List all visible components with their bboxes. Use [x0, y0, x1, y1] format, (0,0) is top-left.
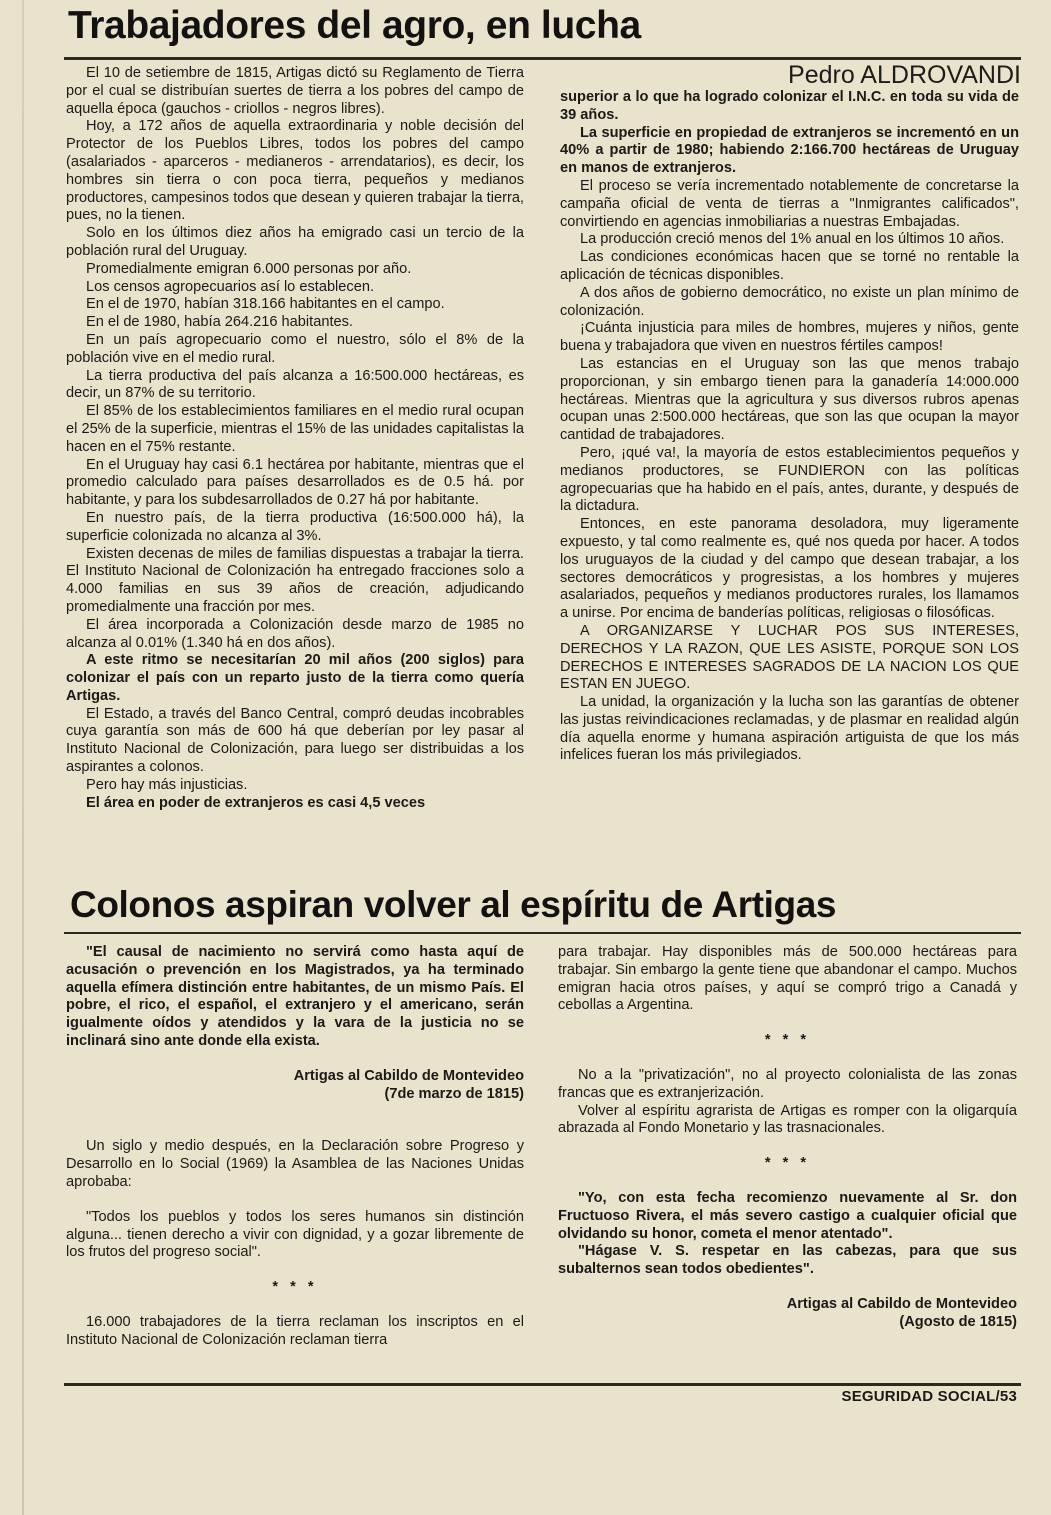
article-2-headline: Colonos aspiran volver al espíritu de Artigas [70, 884, 837, 925]
article-2-column-1 [66, 944, 524, 1364]
paragraph: Volver al espíritu agrarista de Artigas es romper con la oligarquía abrazada al Fondo Monetario y las trasnacionales. [558, 1102, 1017, 1137]
footer-page-label: SEGURIDAD SOCIAL/53 [841, 1388, 1017, 1405]
paragraph: "Todos los pueblos y todos los seres humanos sin distinción alguna... tienen derecho a vivir con dignidad, y a gozar libremente de los frutos del progreso social". [66, 1208, 524, 1261]
attribution: (Agosto de 1815) [899, 1313, 1017, 1330]
spacer [66, 1192, 524, 1209]
page-fold-crease [22, 0, 24, 1515]
paragraph: A ORGANIZARSE Y LUCHAR POS SUS INTERESES, DERECHOS Y LA RAZON, QUE LES ASISTE, PORQUE SON LOS DERECHOS E INTERESES SAGRADOS DE LA NACION LOS QUE ESTAN EN JUEGO. [560, 622, 1019, 693]
paragraph: La unidad, la organización y la lucha son las garantías de obtener las justas reivindicaciones reclamadas, y de plasmar en realidad algún día aquella enorme y humana aspiración artiguista de que los más infelices fueran los más privilegiados. [560, 694, 1019, 764]
paragraph: El área incorporada a Colonización desde marzo de 1985 no alcanza al 0.01% (1.340 há en dos años). [66, 616, 524, 651]
paragraph: Entonces, en este panorama desoladora, muy ligeramente expuesto, y tal como realmente es, qué nos queda por hacer. A todos los uruguayos de la ciudad y del campo que desean trabajar, a los sectores democráticos y progresistas, a los hombres y mujeres asalariados, pequeños y medianos productores rurales, los llamamos a unirse. Por encima de banderías políticas, religiosas o filosóficas. [560, 516, 1019, 622]
section-rule [64, 932, 1021, 934]
article-1-column-2 [560, 89, 1019, 889]
bold-paragraph: "El causal de nacimiento no servirá como hasta aquí de acusación o prevención en los Magistrados, ya ha terminado aquella efímera distinción entre habitantes, de un mismo País. El pobre, el rico, el español, el extranjero y el americano, serán igualmente oídos y atendidos y la vara de la justicia no se inclinará sino ante donde ella exista. [66, 944, 524, 1049]
paragraph: El 10 de setiembre de 1815, Artigas dictó su Reglamento de Tierra por el cual se distribuían suertes de tierra a los pobres del campo de aquella época (gauchos - criollos - negros libres). [66, 65, 524, 117]
spacer [66, 1297, 524, 1314]
article-2-column-2 [558, 944, 1017, 1364]
bold-paragraph: A este ritmo se necesitarían 20 mil años (200 siglos) para colonizar el país con un reparto justo de la tierra como quería Artigas. [66, 652, 524, 704]
section-separator: * * * [272, 1279, 318, 1296]
section-separator: * * * [764, 1155, 811, 1172]
paragraph: ¡Cuánta injusticia para miles de hombres, mujeres y niños, gente buena y trabajadora que viven en nuestros fértiles campos! [560, 320, 1019, 355]
bold-paragraph: El área en poder de extranjeros es casi 4,5 veces [86, 794, 426, 811]
bold-paragraph: La superficie en propiedad de extranjeros se incrementó en un 40% a partir de 1980; habiendo 2:166.700 hectáreas de Uruguay en manos de extranjeros. [560, 124, 1019, 177]
paragraph: Las estancias en el Uruguay son las que menos trabajo proporcionan, y sin embargo tienen para la ganadería 14:000.000 hectáreas. Mientras que la agricultura y sus diversos rubros apenas ocupan unas 2:500.000 hectáreas, que son las que ocupan la mayor cantidad de trabajadores. [560, 355, 1019, 444]
paragraph: En el de 1970, habían 318.166 habitantes en el campo. [86, 296, 445, 313]
bold-paragraph: "Yo, con esta fecha recomienzo nuevamente al Sr. don Fructuoso Rivera, el más severo castigo a cualquier oficial que olvidando su honor, cometa el menor atentado". [558, 1189, 1017, 1242]
paragraph: para trabajar. Hay disponibles más de 500.000 hectáreas para trabajar. Sin embargo la gente tiene que abandonar el campo. Muchos emigran hacia otros países, y aquí se compró trigo a Canadá y cebollas a Argentina. [558, 944, 1017, 1014]
spacer [558, 1173, 1017, 1190]
paragraph: La tierra productiva del país alcanza a 16:500.000 hectáreas, es decir, un 87% de su territorio. [66, 367, 524, 402]
footer-rule [64, 1383, 1021, 1386]
paragraph: El proceso se vería incrementado notablemente de concretarse la campaña oficial de venta de tierras a "Inmigrantes calificados", convirtiendo en agencias inmobiliarias a nuestras Embajadas. [560, 177, 1019, 230]
paragraph: En nuestro país, de la tierra productiva (16:500.000 há), la superficie colonizada no alcanza al 3%. [66, 509, 524, 544]
paragraph: Solo en los últimos diez años ha emigrado casi un tercio de la población rural del Uruguay. [66, 225, 524, 259]
spacer [558, 1279, 1017, 1296]
paragraph: El 85% de los establecimientos familiares en el medio rural ocupan el 25% de la superficie, mientras el 15% de las unidades capitalistas la hacen en el 75% restante. [66, 403, 524, 455]
paragraph: Promedialmente emigran 6.000 personas por año. [86, 260, 412, 277]
paragraph: En un país agropecuario como el nuestro, sólo el 8% de la población vive en el medio rural. [66, 331, 524, 366]
spacer [558, 1015, 1017, 1032]
paragraph: A dos años de gobierno democrático, no existe un plan mínimo de colonización. [560, 284, 1019, 319]
paragraph: Existen decenas de miles de familias dispuestas a trabajar la tierra. El Instituto Nacional de Colonización ha entregado fracciones solo a 4.000 familias en sus 39 años de creación, adjudicando promedialmente una fracción por mes. [66, 545, 524, 615]
article-1-headline: Trabajadores del agro, en lucha [68, 4, 641, 47]
paragraph: El Estado, a través del Banco Central, compró deudas incobrables cuya garantía son más de 600 há que deberían por ley pasar al Instituto Nacional de Colonización, para luego ser distribuidas a los aspirantes a colonos. [66, 705, 524, 776]
author-byline: Pedro ALDROVANDI [788, 61, 1021, 89]
spacer [66, 1262, 524, 1279]
paragraph: En el Uruguay hay casi 6.1 hectárea por habitante, mientras que el promedio calculado para países desarrollados es de 0.5 há. por habitante, y para los subdesarrollados de 0.27 há por habitante. [66, 456, 524, 509]
bold-paragraph: superior a lo que ha logrado colonizar el I.N.C. en toda su vida de 39 años. [560, 89, 1019, 123]
paragraph: Hoy, a 172 años de aquella extraordinaria y noble decisión del Protector de los Pueblos Libres, todos los pobres del campo (asalariados - aparceros - medianeros - arrendatarios), es decir, los hombres sin tierra o con poca tierra, pequeños y medianos productores, campesinos todos que desean y quieren trabajar la tierra, pues, no la tienen. [66, 118, 524, 224]
headline-rule [64, 57, 1021, 60]
paragraph: Pero hay más injusticias. [86, 776, 248, 793]
section-separator: * * * [764, 1032, 811, 1049]
paragraph: Los censos agropecuarios así lo establecen. [86, 278, 374, 295]
spacer [558, 1050, 1017, 1067]
paragraph: Pero, ¡qué va!, la mayoría de estos establecimientos pequeños y medianos productores, se FUNDIERON con las políticas agropecuarias que ha habido en el país, antes, durante, y después de la dictadura. [560, 444, 1019, 515]
article-1-column-1 [66, 65, 524, 885]
paragraph: Las condiciones económicas hacen que se torné no rentable la aplicación de técnicas disponibles. [560, 249, 1019, 283]
paragraph: En el de 1980, había 264.216 habitantes. [86, 314, 353, 331]
attribution: (7de marzo de 1815) [384, 1085, 524, 1102]
paragraph: Un siglo y medio después, en la Declaración sobre Progreso y Desarrollo en lo Social (1969) la Asamblea de las Naciones Unidas aprobaba: [66, 1138, 524, 1190]
attribution: Artigas al Cabildo de Montevideo [786, 1295, 1017, 1312]
spacer [66, 1103, 524, 1138]
spacer [66, 1051, 524, 1068]
paragraph: La producción creció menos del 1% anual en los últimos 10 años. [580, 231, 1005, 248]
bold-paragraph: "Hágase V. S. respetar en las cabezas, para que sus subalternos sean todos obedientes". [558, 1243, 1017, 1278]
attribution: Artigas al Cabildo de Montevideo [293, 1067, 524, 1084]
paragraph: No a la "privatización", no al proyecto colonialista de las zonas francas que es extranjerización. [558, 1066, 1017, 1101]
spacer [558, 1138, 1017, 1155]
paragraph: 16.000 trabajadores de la tierra reclaman los inscriptos en el Instituto Nacional de Colonización reclaman tierra [66, 1313, 524, 1348]
